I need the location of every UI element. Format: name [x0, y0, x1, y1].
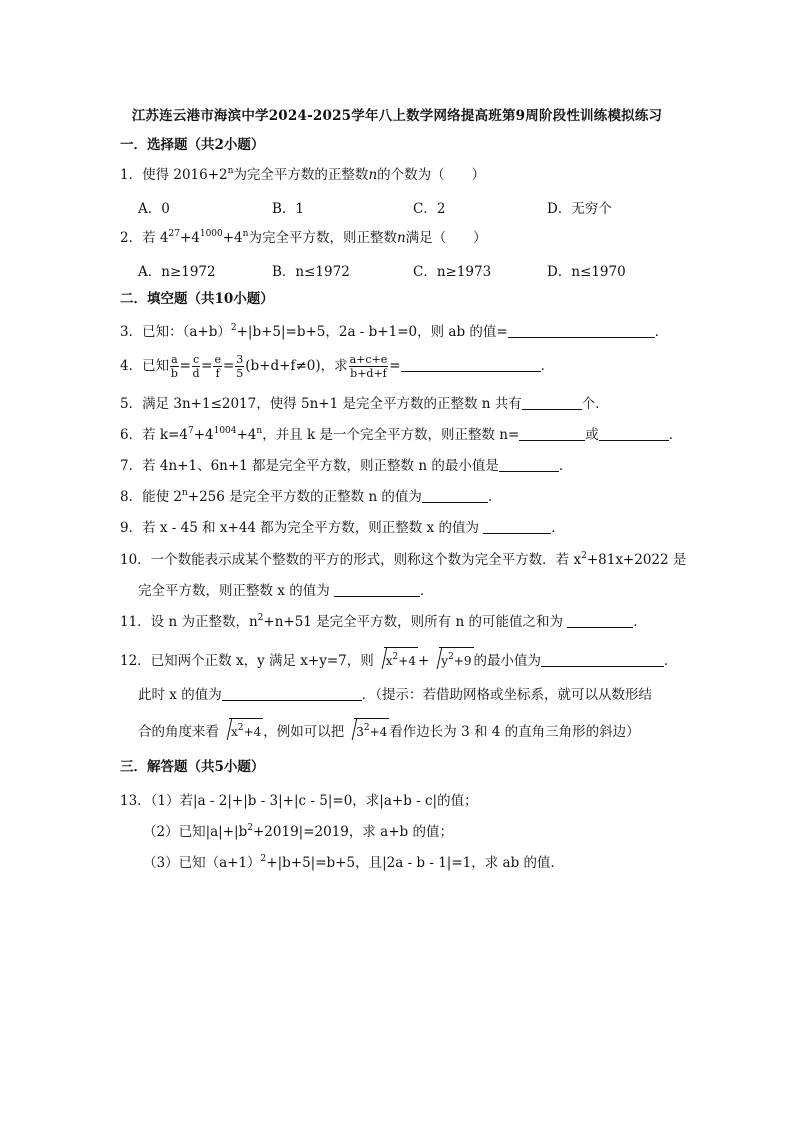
q4-f1-den: b [170, 367, 178, 380]
q12-r2-tail: +9 [453, 654, 472, 668]
q1-option-b[interactable]: B．1 [272, 201, 305, 217]
q4-f4-den: 5 [236, 367, 244, 380]
q12-line2: 此时 x 的值为 [138, 687, 222, 703]
q12-answer-blank-2[interactable] [222, 686, 362, 701]
q12-line3-lead: 合的角度来看 [138, 724, 219, 740]
q3-rest: +|b+5|=b+5，2a - b+1=0，则 ab 的值= [236, 324, 508, 340]
question-13-part-1: 13．（1）若|a - 2|+|b - 3|+|c - 5|=0，求|a+b - c|的值； [120, 793, 478, 809]
q4-fraction-e-f [213, 353, 222, 380]
question-10 [120, 551, 686, 569]
q13-p2-rest: +2019|=2019，求 a+b 的值； [252, 824, 453, 840]
q4-eq2: = [201, 358, 213, 374]
question-2 [120, 229, 487, 247]
q7-answer-blank[interactable] [499, 457, 559, 472]
q10-end: ． [420, 583, 434, 599]
q6-answer-blank-2[interactable] [599, 426, 669, 441]
q4-eq3: = [222, 358, 235, 374]
q9-text: 9．若 x - 45 和 x+44 都为完全平方数，则正整数 x 的值为 [120, 520, 484, 536]
question-8 [120, 488, 501, 506]
q4-fraction-a-b [170, 353, 179, 380]
question-12-line-2 [138, 686, 652, 704]
q4-fraction-3-5 [235, 353, 244, 380]
section-fill-heading: 二．填空题（共10小题） [120, 291, 274, 307]
q6-text: 6．若 k=4 [120, 427, 188, 443]
q4-f1-num: a [171, 353, 178, 366]
q2-rest: 为完全平方数，则正整数 [248, 230, 397, 246]
q4-fraction-target [349, 353, 389, 380]
q3-exponent: 2 [230, 323, 237, 333]
q6-answer-blank-1[interactable] [519, 426, 585, 441]
q4-f2-num: c [192, 353, 200, 366]
q12-r4-exp: 2 [363, 723, 370, 733]
question-13-part-2 [143, 823, 453, 841]
q2-exp1: 27 [168, 229, 180, 239]
q8-end: ． [487, 489, 502, 505]
q2-mid2: +4 [222, 230, 243, 246]
q12-r2-exp: 2 [448, 652, 454, 662]
question-6 [120, 426, 682, 444]
q4-eq1: = [179, 358, 191, 374]
q1-text: 1．使得 2016+2 [120, 167, 228, 183]
q12-r4-base: 3 [356, 725, 364, 739]
q10-answer-blank[interactable] [334, 582, 420, 597]
q6-exp2: 1004 [213, 426, 237, 436]
q6-exp1: 7 [187, 426, 194, 436]
q2-variable: n [396, 230, 406, 246]
q11-end: ． [633, 614, 647, 630]
q4-answer-blank[interactable] [401, 357, 541, 372]
q8-text: 8．能使 2 [120, 489, 182, 505]
q2-exp3: n [242, 229, 249, 239]
question-3 [120, 323, 668, 341]
q2-text: 2．若 4 [120, 230, 169, 246]
q2-mid1: +4 [179, 230, 200, 246]
q4-f5-den: b+d+f [350, 367, 387, 380]
q13-p2-text: （2）已知|a|+|b [143, 824, 248, 840]
q5-answer-blank[interactable] [522, 395, 582, 410]
q12-text: 12．已知两个正数 x，y 满足 x+y=7，则 [120, 653, 374, 669]
q12-sqrt-y [439, 647, 473, 673]
q4-end: ． [540, 358, 555, 374]
q13-p3-rest: +|b+5|=b+5，且|2a - b - 1|=1，求 ab 的值． [266, 855, 565, 871]
question-10-line-2 [138, 582, 434, 600]
q12-r2-base: y [441, 654, 449, 668]
q12-line2-end: ．（提示：若借助网格或坐标系，就可以从数形结 [361, 687, 652, 703]
q2-option-b[interactable]: B．n≤1972 [272, 264, 350, 280]
q4-f5-num: a+c+e [349, 353, 388, 366]
q4-text: 4．已知 [120, 358, 170, 374]
q6-end: ． [668, 427, 683, 443]
question-12 [120, 647, 678, 673]
q12-rest: 的最小值为 [473, 653, 541, 669]
q12-sqrt-3-hint [354, 718, 389, 744]
q1-text-rest: 为完全平方数的正整数 [233, 167, 369, 183]
q3-answer-blank[interactable] [508, 323, 655, 338]
q6-exp3: n [256, 426, 263, 436]
q1-exponent: n [227, 166, 234, 176]
q5-end: 个． [581, 396, 609, 412]
q11-rest: +n+51 是完全平方数，则所有 n 的可能值之和为 [263, 614, 568, 630]
q6-or: 或 [585, 427, 599, 443]
section-solution-heading: 三．解答题（共5小题） [120, 759, 265, 775]
q10-line2: 完全平方数，则正整数 x 的值为 [138, 583, 334, 599]
q12-r3-exp: 2 [237, 723, 244, 733]
q11-exponent: 2 [257, 613, 264, 623]
question-12-line-3 [138, 718, 640, 744]
section-choice-heading: 一．选择题（共2小题） [120, 137, 265, 153]
q4-f3-den: f [215, 367, 220, 380]
q12-r1-base: x [385, 654, 393, 668]
q13-p2-exponent: 2 [247, 823, 253, 833]
question-5 [120, 395, 609, 413]
q8-answer-blank[interactable] [422, 488, 488, 503]
q12-plus: + [417, 653, 430, 669]
q12-line3-end: 看作边长为 3 和 4 的直角三角形的斜边） [389, 724, 640, 740]
q11-text: 11．设 n 为正整数，n [120, 614, 258, 630]
q2-option-c[interactable]: C．n≥1973 [413, 264, 492, 280]
document-title: 江苏连云港市海滨中学2024-2025学年八上数学网络提高班第9周阶段性训练模拟练习 [131, 108, 663, 124]
q3-end: ． [654, 324, 669, 340]
q6-mid2: +4 [236, 427, 257, 443]
q9-end: ． [551, 520, 565, 536]
q11-answer-blank[interactable] [567, 613, 633, 628]
q4-condition: (b+d+f≠0)，求 [245, 358, 348, 374]
question-9 [120, 519, 565, 537]
q3-text: 3．已知：（a+b） [120, 324, 231, 340]
q1-variable: n [368, 167, 378, 183]
q8-rest: +256 是完全平方数的正整数 n 的值为 [187, 489, 422, 505]
q12-sqrt-x-hint [229, 718, 263, 744]
q4-fraction-c-d [192, 353, 200, 380]
q1-option-a[interactable]: A．0 [138, 201, 170, 217]
q6-mid1: +4 [193, 427, 214, 443]
q12-sqrt-x [384, 647, 418, 673]
q9-answer-blank[interactable] [483, 519, 551, 534]
q10-rest: +81x+2022 是 [586, 552, 687, 568]
q12-r3-tail: +4 [243, 725, 262, 739]
q6-rest: ，并且 k 是一个完全平方数，则正整数 n= [262, 427, 520, 443]
question-11 [120, 613, 647, 631]
q12-r4-tail: +4 [369, 725, 388, 739]
q4-f2-den: d [192, 367, 200, 380]
q4-f4-num: 3 [236, 353, 244, 366]
q12-r1-tail: +4 [398, 654, 416, 668]
q12-line3-mid: ，例如可以把 [263, 724, 345, 740]
q7-end: ． [558, 458, 573, 474]
q2-exp2: 1000 [199, 229, 223, 239]
q13-p3-text: （3）已知（a+1） [143, 855, 261, 871]
q12-r1-exp: 2 [392, 652, 399, 662]
q4-f3-num: e [214, 353, 221, 366]
q10-text: 10．一个数能表示成某个整数的平方的形式，则称这个数为完全平方数．若 x [120, 552, 582, 568]
question-13-part-3 [143, 854, 564, 872]
q5-text: 5．满足 3n+1≤2017，使得 5n+1 是完全平方数的正整数 n 共有 [120, 396, 522, 412]
q2-option-a[interactable]: A．n≥1972 [138, 264, 216, 280]
q2-tail: 满足（ ） [405, 230, 487, 246]
q12-answer-blank-1[interactable] [541, 652, 664, 667]
q4-eq5: = [389, 358, 401, 374]
q1-tail: 的个数为（ ） [377, 167, 486, 183]
q2-option-d[interactable]: D．n≤1970 [547, 264, 626, 280]
q1-option-d[interactable]: D．无穷个 [547, 201, 612, 217]
q10-exponent: 2 [581, 551, 587, 561]
question-4 [120, 352, 554, 380]
q12-end: ． [664, 653, 678, 669]
question-1 [120, 166, 485, 184]
q12-r3-base: x [231, 725, 238, 739]
q13-p3-exponent: 2 [260, 854, 267, 864]
question-7 [120, 457, 572, 475]
q1-option-c[interactable]: C．2 [413, 201, 446, 217]
q7-text: 7．若 4n+1、6n+1 都是完全平方数，则正整数 n 的最小值是 [120, 458, 499, 474]
q8-exponent: n [181, 488, 188, 498]
